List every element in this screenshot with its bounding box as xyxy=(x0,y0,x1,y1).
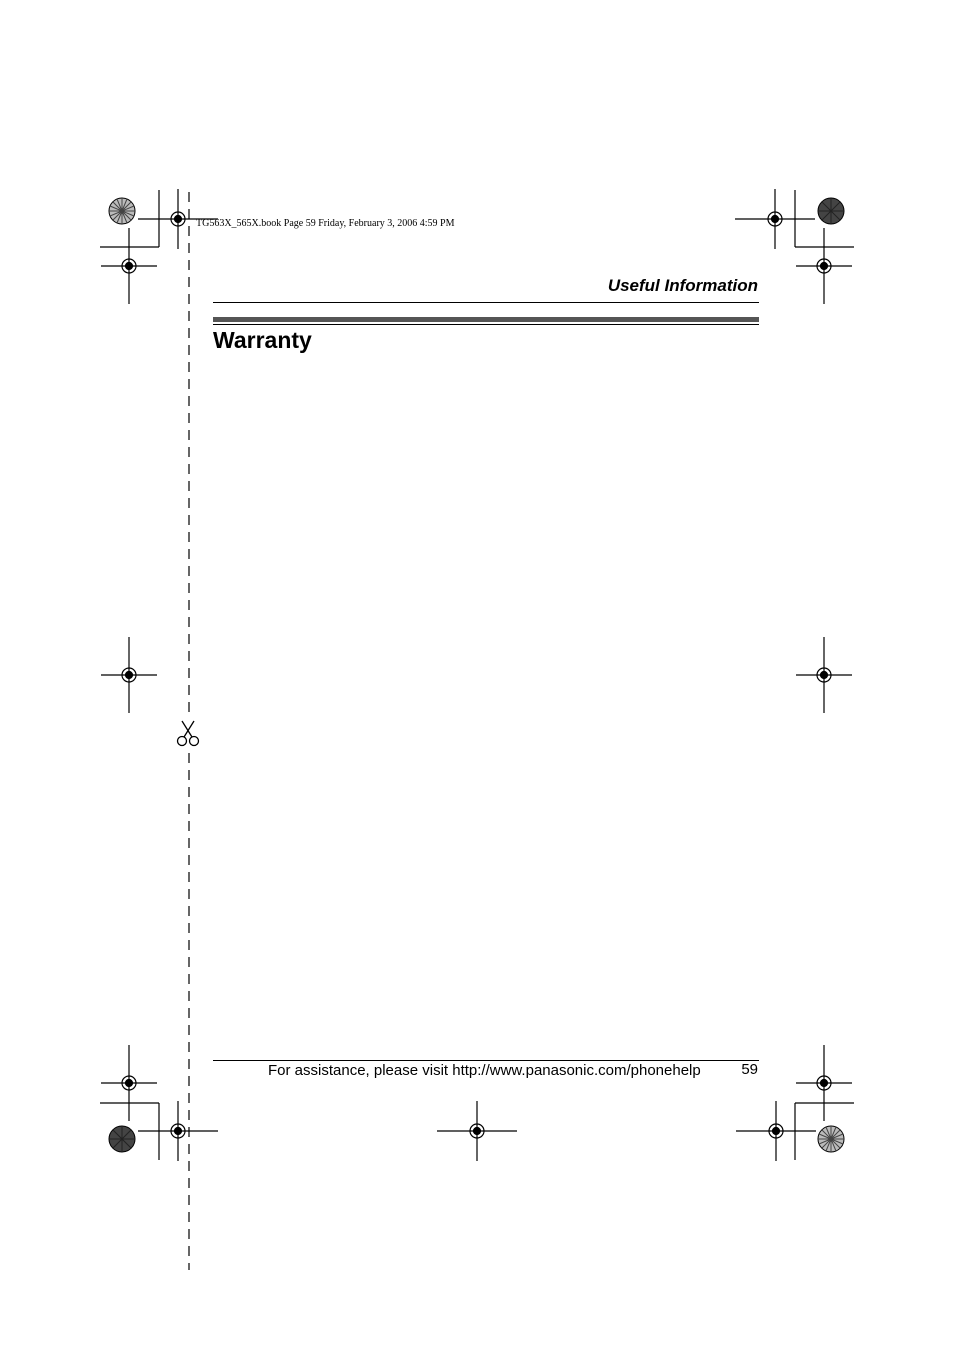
title-bar xyxy=(213,317,759,322)
footer-rule xyxy=(213,1060,759,1061)
title-bar-underline xyxy=(213,324,759,325)
registration-mark-icon xyxy=(138,1101,218,1161)
registration-mark-icon xyxy=(101,637,157,713)
starburst-icon xyxy=(109,1126,135,1152)
registration-mark-icon xyxy=(735,189,815,249)
registration-mark-icon xyxy=(796,637,852,713)
assistance-note: For assistance, please visit http://www.panasonic.com/phonehelp xyxy=(268,1062,701,1079)
registration-mark-icon xyxy=(101,228,157,304)
starburst-icon xyxy=(818,1126,844,1152)
section-heading: Useful Information xyxy=(607,276,758,295)
page-title: Warranty xyxy=(213,327,312,353)
registration-mark-icon xyxy=(796,1045,852,1121)
starburst-icon xyxy=(109,198,135,224)
page-number: 59 xyxy=(741,1061,758,1078)
header-rule xyxy=(213,302,759,303)
registration-mark-icon xyxy=(101,1045,157,1121)
registration-mark-icon xyxy=(736,1101,816,1161)
starburst-icon xyxy=(818,198,844,224)
scissors-icon xyxy=(178,719,199,747)
registration-mark-icon xyxy=(796,228,852,304)
print-info: TG563X_565X.book Page 59 Friday, February 3, 2006 4:59 PM xyxy=(196,218,455,229)
registration-mark-icon xyxy=(437,1101,517,1161)
